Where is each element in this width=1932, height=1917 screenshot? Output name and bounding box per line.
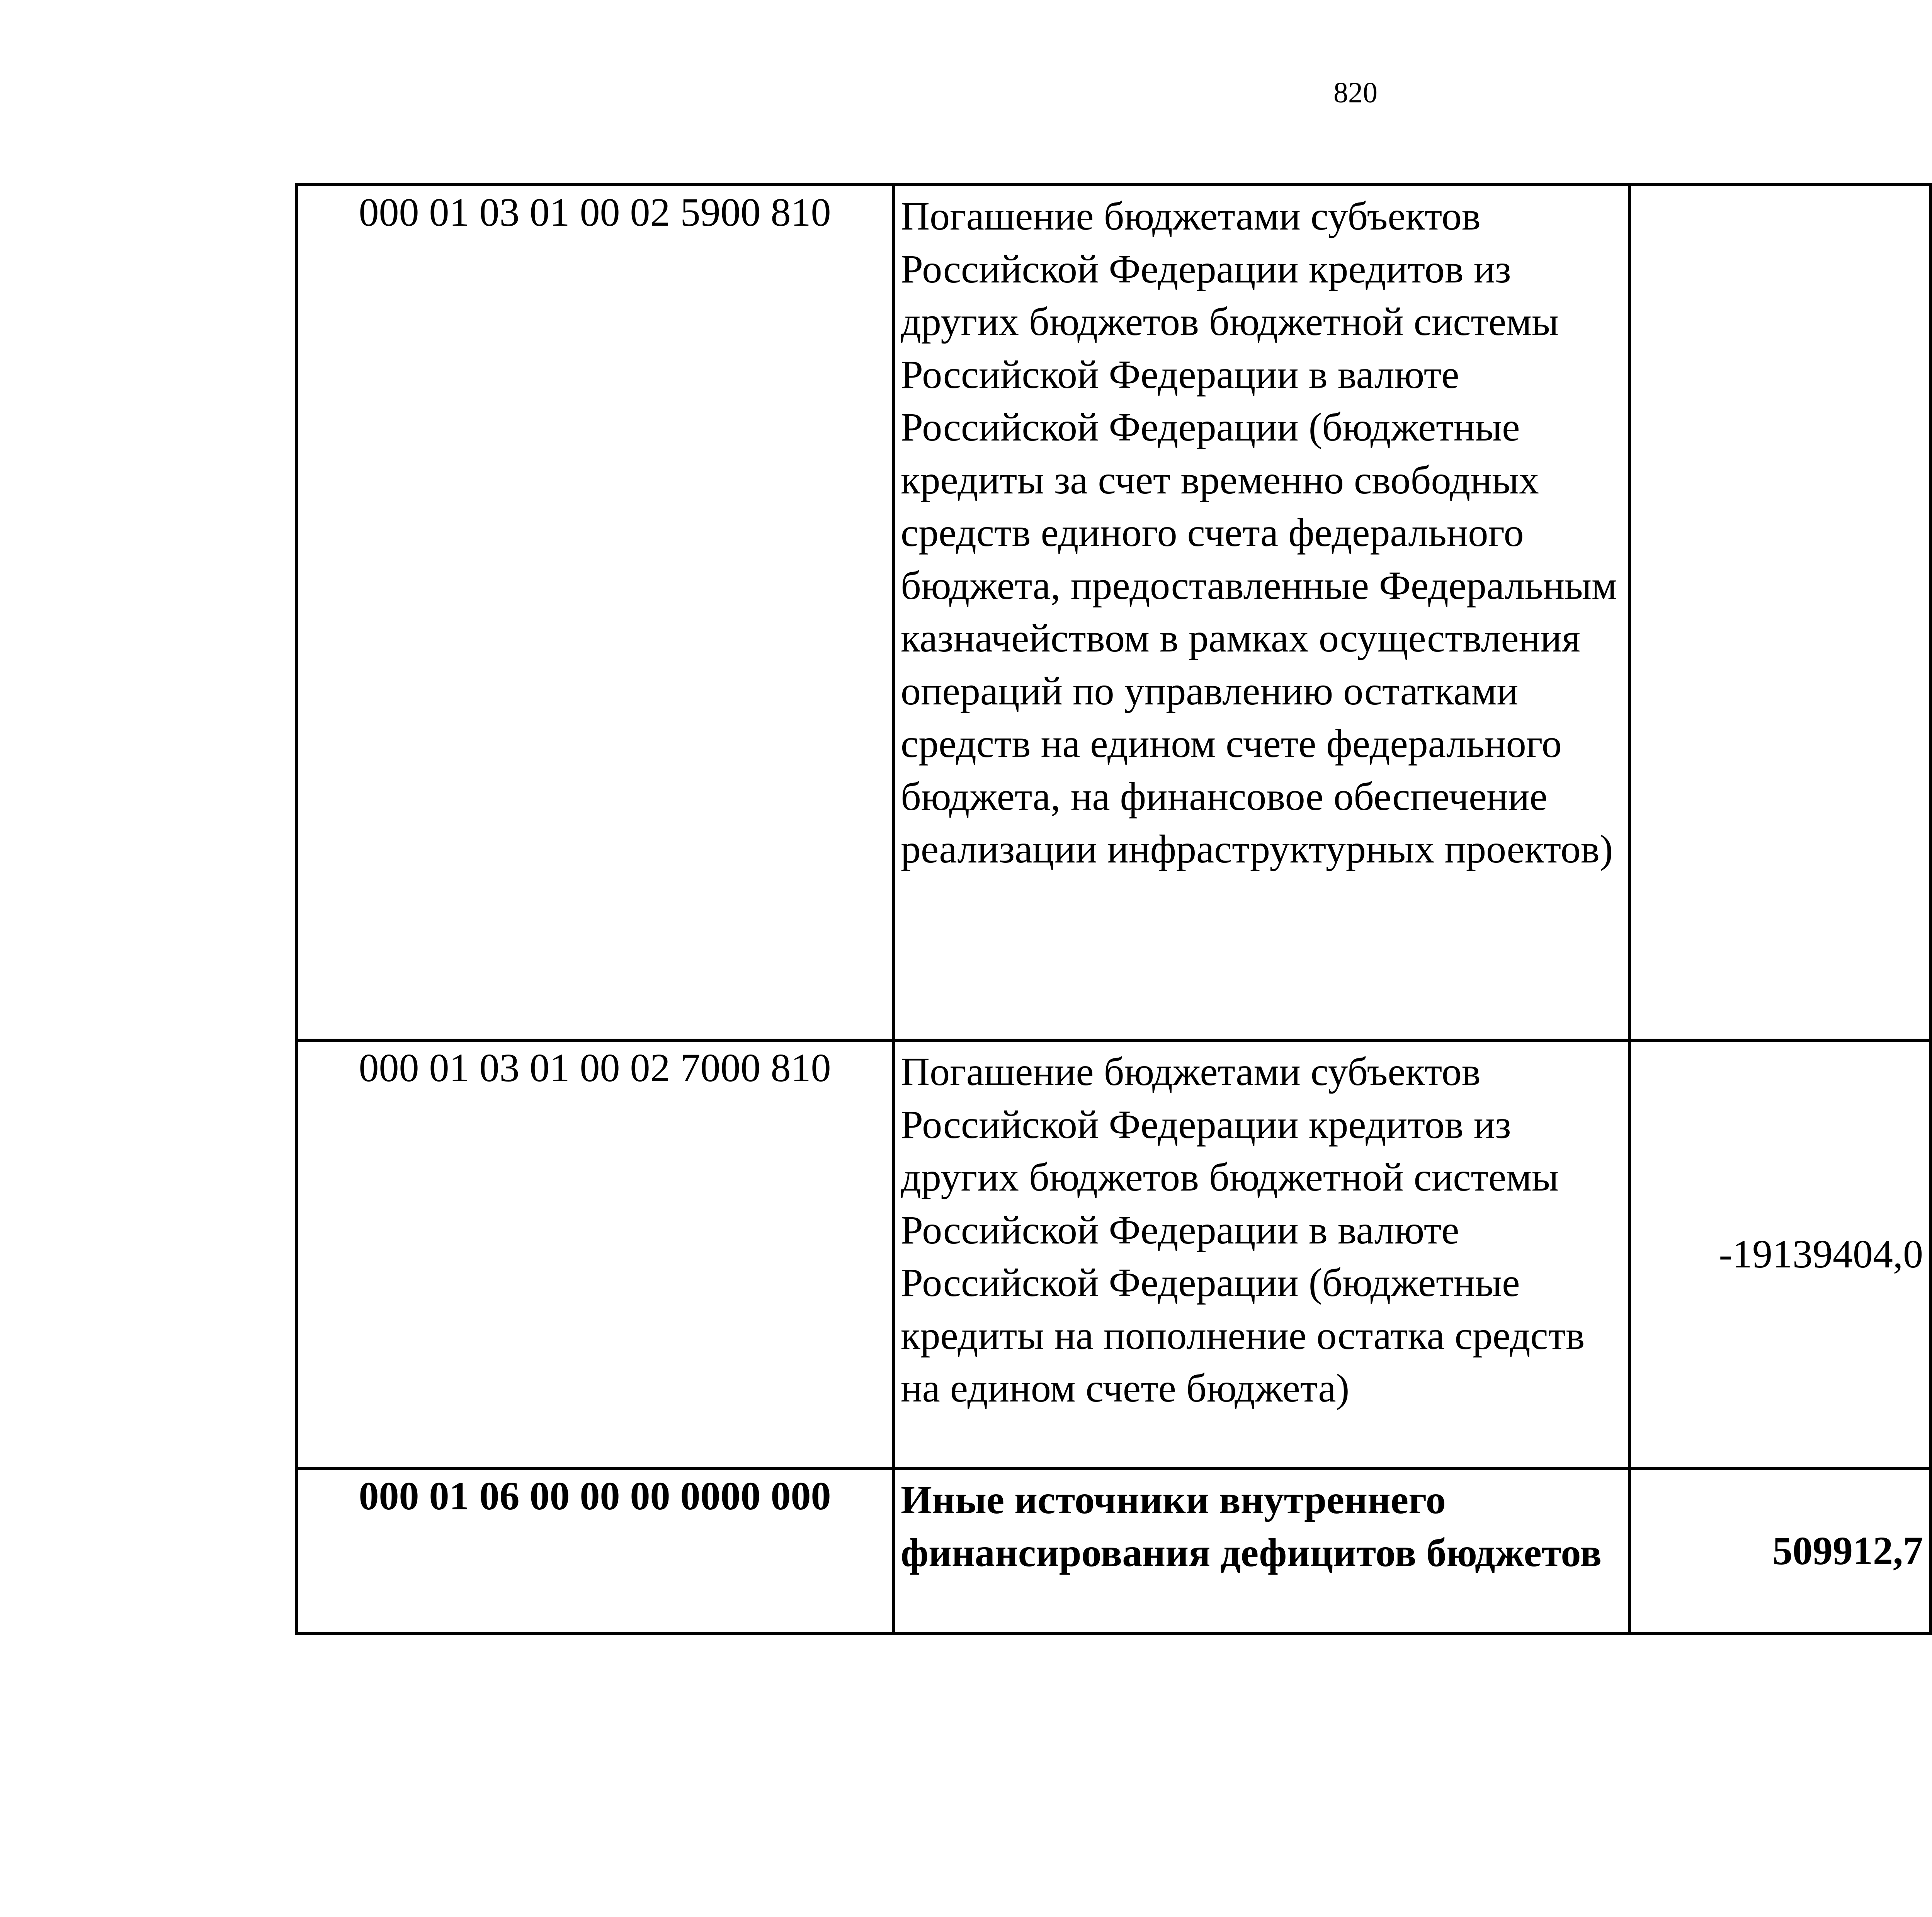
source-name-cell: Погашение бюджетами субъектов Российской Федерации кредитов из других бюджетов бюджетной системы Российской Федерации в валюте Российской Федерации (бюджетные кредиты на пополнение остатка средств на едином счете бюджета) bbox=[893, 1040, 1629, 1468]
amount-cell-1 bbox=[1629, 185, 1931, 1040]
table-row bbox=[296, 1040, 1932, 1468]
page-number: 820 bbox=[1333, 77, 1378, 109]
budget-code-cell: 000 01 03 01 00 02 5900 810 bbox=[296, 185, 893, 1040]
source-name-cell: Погашение бюджетами субъектов Российской Федерации кредитов из других бюджетов бюджетной системы Российской Федерации в валюте Российской Федерации (бюджетные кредиты за счет временно свободных средств единого счета федерального бюджета, предоставленные Федеральным казначейством в рамках осуществления операций по управлению остатками средств на едином счете федерального бюджета, на финансовое обеспечение реализации инфраструктурных проектов) bbox=[893, 185, 1629, 1040]
source-name-cell: Иные источники внутреннего финансирования дефицитов бюджетов bbox=[893, 1468, 1629, 1634]
table-row bbox=[296, 1468, 1932, 1634]
table-row bbox=[296, 185, 1932, 1040]
amount-cell-1: -19139404,0 bbox=[1629, 1040, 1931, 1468]
budget-code-cell: 000 01 06 00 00 00 0000 000 bbox=[296, 1468, 893, 1634]
budget-sources-table bbox=[295, 183, 1932, 1635]
budget-code-cell: 000 01 03 01 00 02 7000 810 bbox=[296, 1040, 893, 1468]
amount-cell-1: 509912,7 bbox=[1629, 1468, 1931, 1634]
